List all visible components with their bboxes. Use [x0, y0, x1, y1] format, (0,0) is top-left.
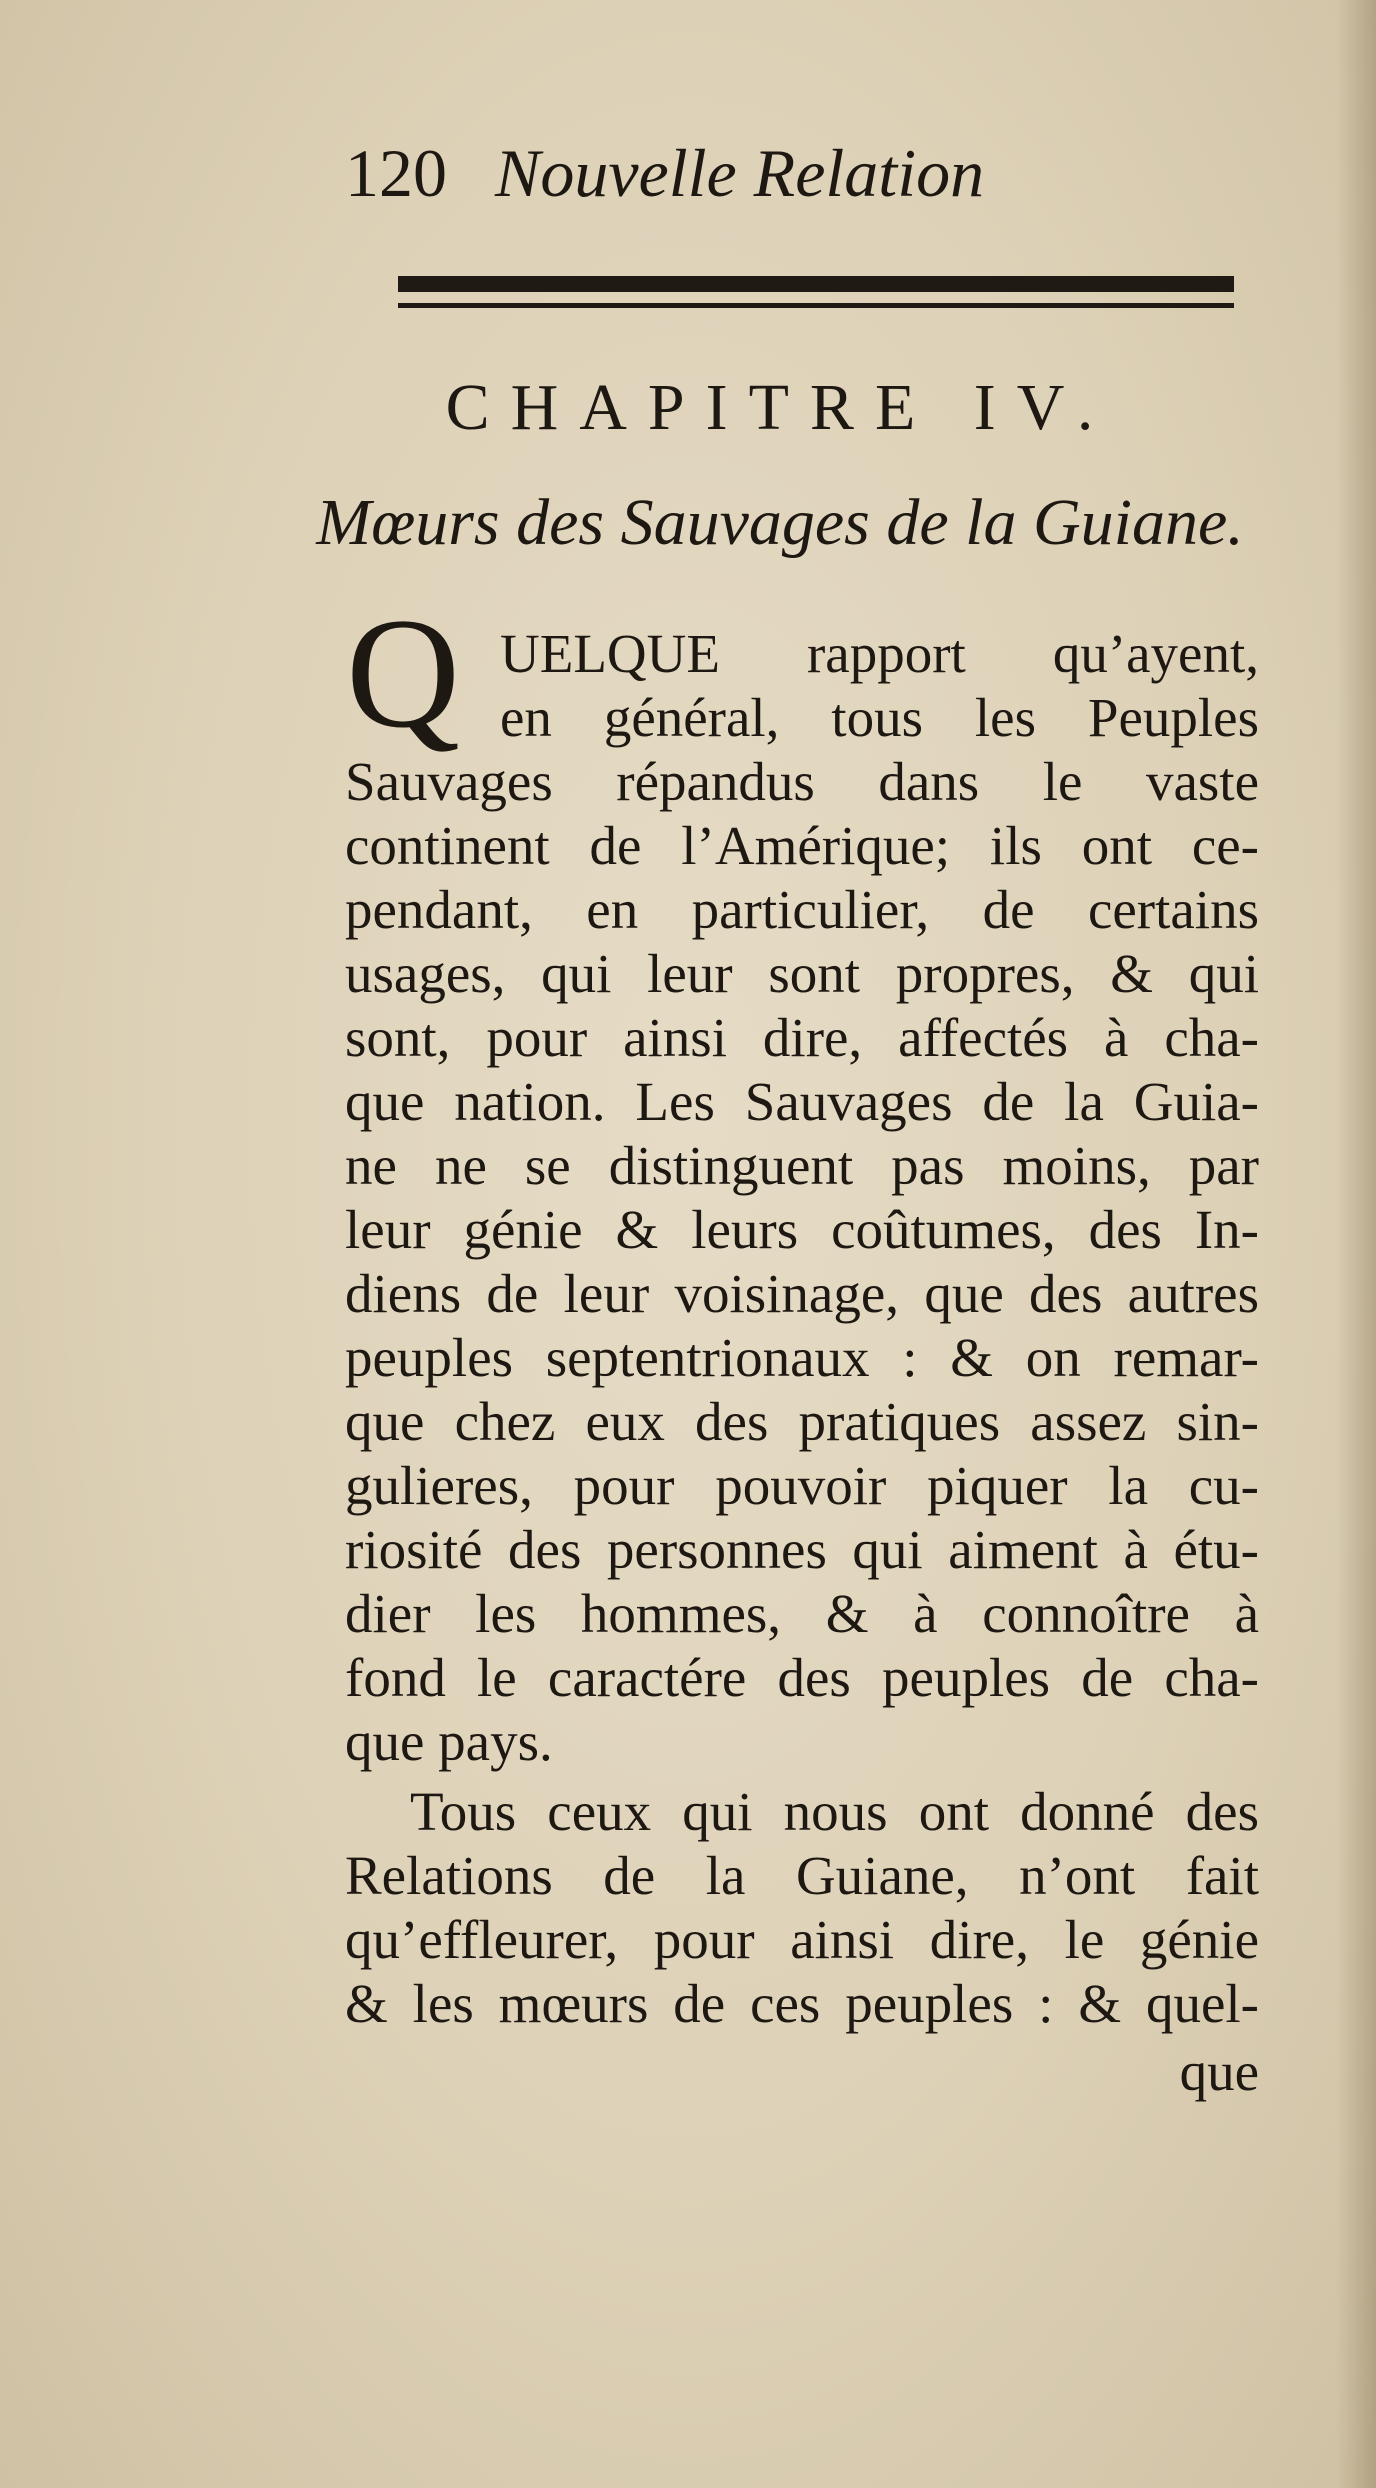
ornamental-rule-thin — [398, 303, 1234, 308]
text-line: diens de leur voisinage, que des autres — [345, 1263, 1259, 1324]
text-line: leur génie & leurs coûtumes, des In- — [345, 1199, 1259, 1260]
text-line: dier les hommes, & à connoître à — [345, 1583, 1259, 1644]
text-line: que chez eux des pratiques assez sin- — [345, 1391, 1259, 1452]
text-line: Tous ceux qui nous ont donné des — [410, 1781, 1259, 1842]
page-gutter-shadow — [1336, 0, 1376, 2488]
text-line: UELQUE rapport qu’ayent, — [500, 623, 1259, 684]
text-line: qu’effleurer, pour ainsi dire, le génie — [345, 1909, 1259, 1970]
text-line: pendant, en particulier, de certains — [345, 879, 1259, 940]
running-title: Nouvelle Relation — [495, 135, 985, 211]
drop-cap: Q — [346, 586, 461, 761]
text-line: Relations de la Guiane, n’ont fait — [345, 1845, 1259, 1906]
text-line: peuples septentrionaux : & on remar- — [345, 1327, 1259, 1388]
text-line: sont, pour ainsi dire, affectés à cha- — [345, 1007, 1259, 1068]
text-line: gulieres, pour pouvoir piquer la cu- — [345, 1455, 1259, 1516]
text-line: Sauvages répandus dans le vaste — [345, 751, 1259, 812]
chapter-subtitle: Mœurs des Sauvages de la Guiane. — [316, 486, 1244, 559]
text-line: que pays. — [345, 1711, 553, 1772]
page-number: 120 — [345, 135, 447, 211]
chapter-title: CHAPITRE IV. — [445, 371, 1115, 444]
ornamental-rule-thick — [398, 276, 1234, 292]
catchword: que — [1179, 2041, 1259, 2102]
text-line: fond le caractére des peuples de cha- — [345, 1647, 1259, 1708]
text-line: ne ne se distinguent pas moins, par — [345, 1135, 1259, 1196]
text-line: riosité des personnes qui aiment à étu- — [345, 1519, 1259, 1580]
text-line: en général, tous les Peuples — [500, 687, 1259, 748]
text-line: que nation. Les Sauvages de la Guia- — [345, 1071, 1259, 1132]
text-line: usages, qui leur sont propres, & qui — [345, 943, 1259, 1004]
running-head — [345, 128, 1085, 218]
text-line: continent de l’Amérique; ils ont ce- — [345, 815, 1259, 876]
text-line: & les mœurs de ces peuples : & quel- — [345, 1973, 1259, 2034]
